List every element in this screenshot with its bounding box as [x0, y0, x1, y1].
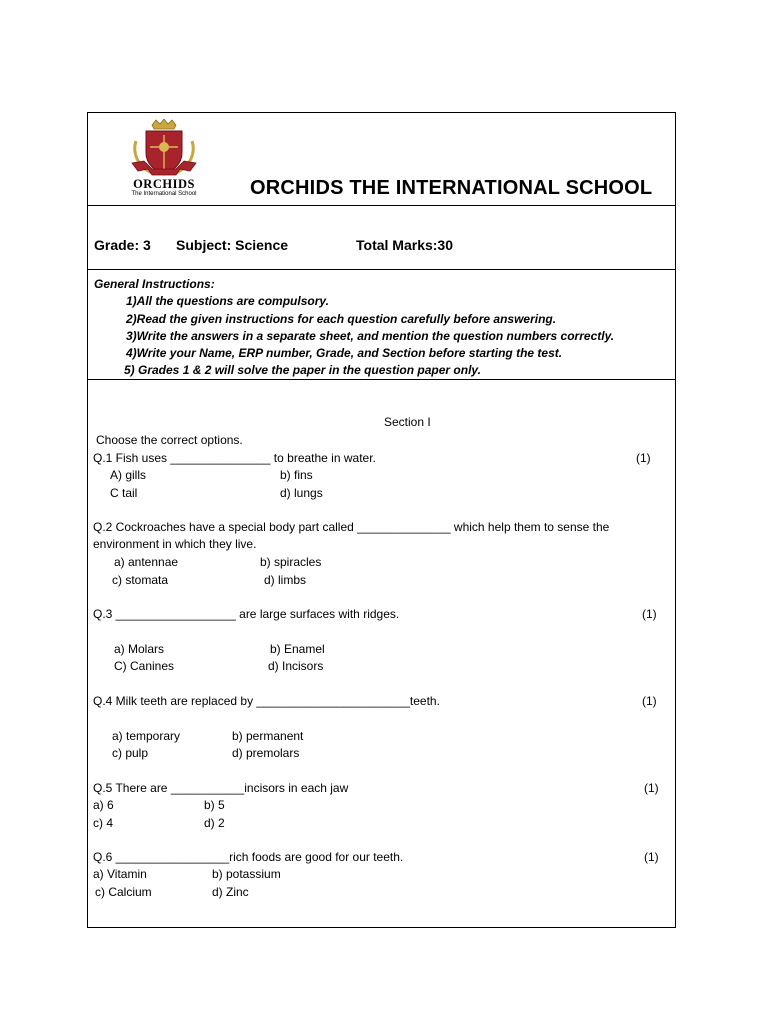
question-5-text: Q.5 There are ___________incisors in each jaw	[93, 781, 349, 795]
question-1-option-a: A) gills	[110, 468, 147, 482]
question-3-option-d: d) Incisors	[268, 659, 324, 673]
school-logo	[122, 119, 206, 199]
total-marks-label: Total Marks:30	[356, 237, 453, 253]
question-3-marks: (1)	[642, 607, 657, 621]
question-2-text: Q.2 Cockroaches have a special body part called ______________ which help them to sense the	[93, 520, 610, 534]
question-6-option-a: a) Vitamin	[93, 867, 147, 881]
question-3-text: Q.3 __________________ are large surfaces with ridges.	[93, 607, 400, 621]
question-5-option-b: b) 5	[204, 798, 225, 812]
grade-label: Grade: 3	[94, 237, 151, 253]
question-3-option-a: a) Molars	[114, 642, 165, 656]
question-5-option-a: a) 6	[93, 798, 114, 812]
question-6-option-d: d) Zinc	[212, 885, 249, 899]
question-1-option-b: b) fins	[280, 468, 313, 482]
instruction-item: 2)Read the given instructions for each question carefully before answering.	[126, 312, 557, 326]
question-4-option-c: c) pulp	[112, 746, 149, 760]
question-2-option-b: b) spiracles	[260, 555, 322, 569]
school-name-heading: ORCHIDS THE INTERNATIONAL SCHOOL	[250, 177, 653, 199]
question-4-option-a: a) temporary	[112, 729, 181, 743]
divider-meta	[88, 269, 675, 270]
question-2-option-c: c) stomata	[112, 573, 169, 587]
question-6-marks: (1)	[644, 850, 659, 864]
logo-wordmark: ORCHIDS	[133, 177, 195, 191]
instructions-title: General Instructions:	[94, 277, 215, 291]
instruction-item: 3)Write the answers in a separate sheet, and mention the question numbers correctly.	[126, 329, 615, 343]
question-4-marks: (1)	[642, 694, 657, 708]
question-5-option-d: d) 2	[204, 816, 225, 830]
crest-icon	[122, 119, 206, 179]
instruction-item: 5) Grades 1 & 2 will solve the paper in the question paper only.	[124, 363, 481, 377]
question-3-option-b: b) Enamel	[270, 642, 325, 656]
divider-header	[88, 205, 675, 206]
question-4-option-d: d) premolars	[232, 746, 300, 760]
section-direction: Choose the correct options.	[96, 433, 243, 447]
instruction-item: 1)All the questions are compulsory.	[126, 294, 329, 308]
question-4-option-b: b) permanent	[232, 729, 304, 743]
question-paper	[87, 112, 676, 928]
subject-label: Subject: Science	[176, 237, 289, 253]
divider-instructions	[88, 379, 675, 380]
question-3-option-c: C) Canines	[114, 659, 175, 673]
question-1-marks: (1)	[636, 451, 651, 465]
question-6-option-c: c) Calcium	[95, 885, 152, 899]
question-1-option-d: d) lungs	[280, 486, 323, 500]
question-1-option-c: C tail	[110, 486, 138, 500]
question-1-text: Q.1 Fish uses _______________ to breathe in water.	[93, 451, 376, 465]
question-2-text-continued: environment in which they live.	[93, 537, 257, 551]
logo-tagline: The International School	[131, 191, 197, 197]
question-5-option-c: c) 4	[93, 816, 114, 830]
question-2-option-d: d) limbs	[264, 573, 307, 587]
question-2-option-a: a) antennae	[114, 555, 179, 569]
question-4-text: Q.4 Milk teeth are replaced by _______________________teeth.	[93, 694, 440, 708]
section-title: Section I	[384, 415, 431, 429]
question-6-text: Q.6 _________________rich foods are good for our teeth.	[93, 850, 404, 864]
instruction-item: 4)Write your Name, ERP number, Grade, and Section before starting the test.	[126, 346, 563, 360]
question-6-option-b: b) potassium	[212, 867, 281, 881]
question-5-marks: (1)	[644, 781, 659, 795]
